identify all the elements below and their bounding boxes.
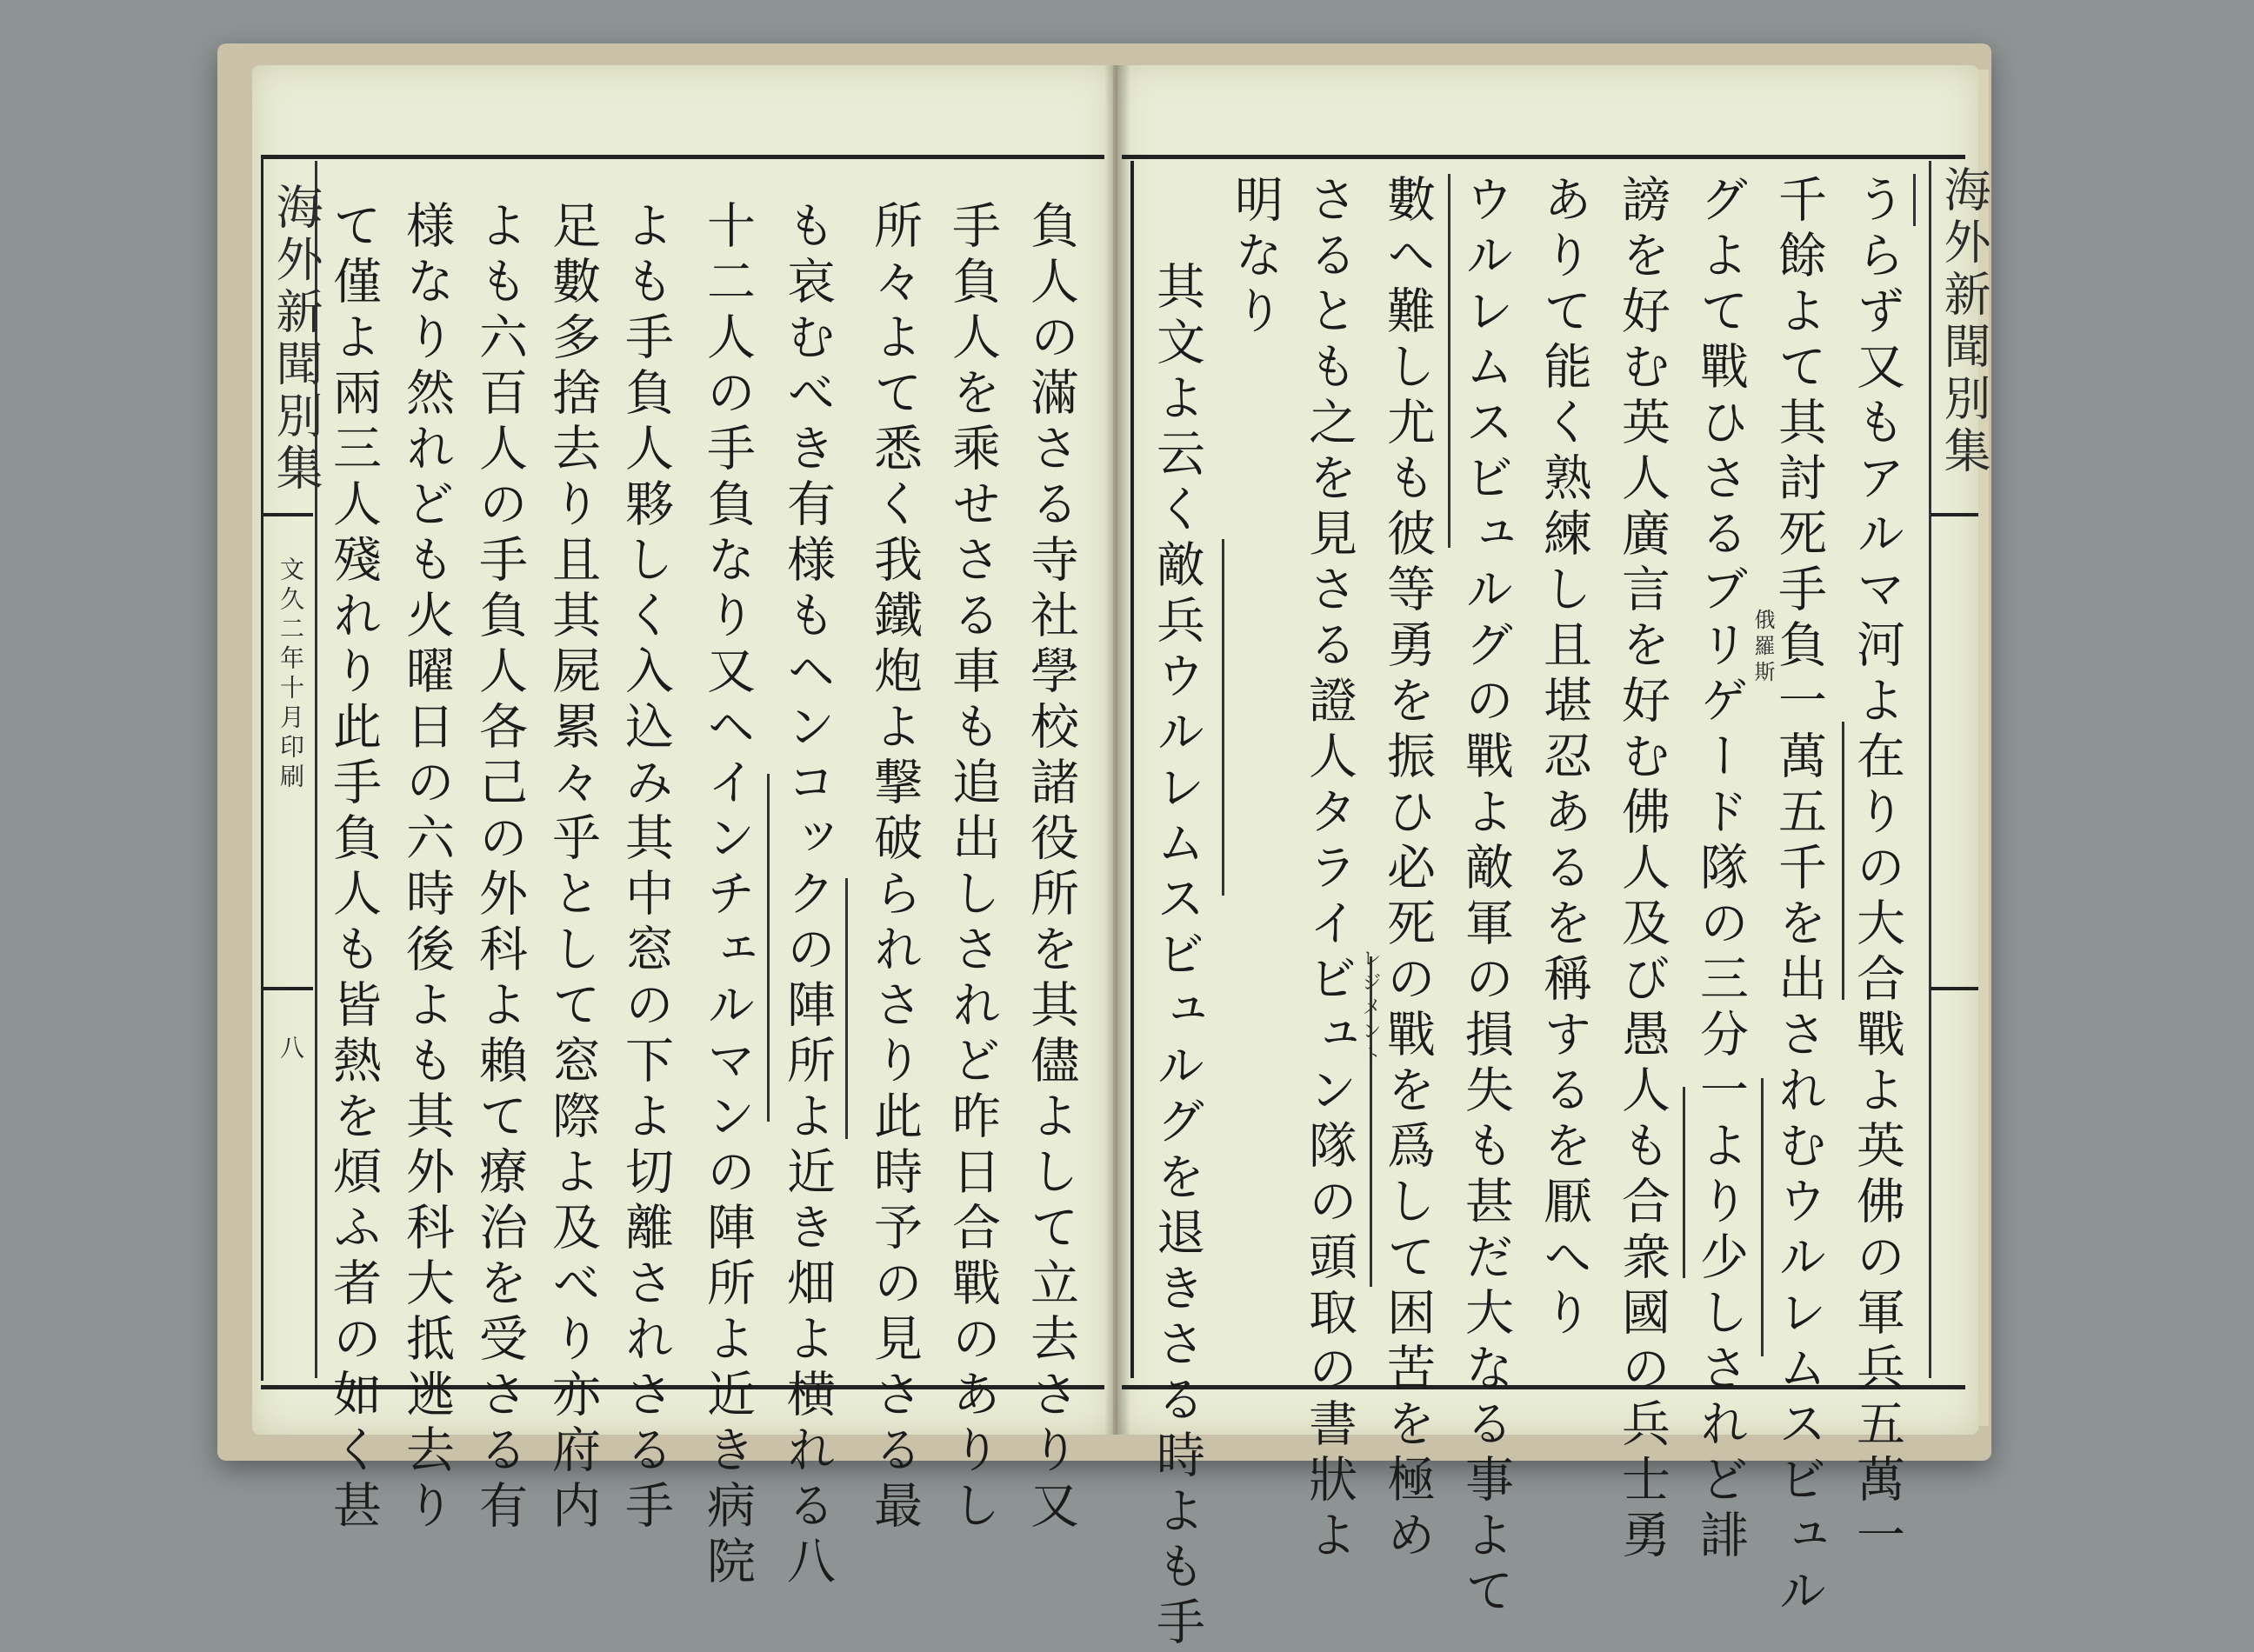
right-column-6: ありて能く熟練し且堪忍あるを稱するを厭へり xyxy=(1536,174,1592,1342)
right-column-7: 謗を好む英人廣言を好む佛人及び愚人も合衆國の兵士勇 xyxy=(1614,174,1670,1565)
right-column-8: グよて戰ひさるブリゲード隊の三分一より少しされど誹 xyxy=(1692,174,1749,1565)
right-column-10: うらず又もアルマ河よ在りの大合戰よ英佛の軍兵五萬一 xyxy=(1849,174,1905,1565)
right-column-5: ウルレムスビュルグの戰よ敵軍の損失も甚だ大なる事よて xyxy=(1457,174,1514,1621)
left-column-1: て僅よ兩三人殘れり此手負人も皆熱を煩ふ者の如く甚 xyxy=(325,200,382,1535)
left-column-10: 負人の滿さる寺社學校諸役所を其儘よして立去さり又 xyxy=(1023,200,1079,1535)
left-margin-divider xyxy=(261,987,313,990)
right-margin-title: 海外新聞別集 xyxy=(1937,165,1991,478)
left-column-4: 足數多捨去り且其屍累々乎として窓際よ及べり亦府内 xyxy=(544,200,601,1535)
right-column-2: 明なり xyxy=(1227,174,1284,341)
right-column-4: 數へ難し尤も彼等勇を振ひ必死の戰を爲して困苦を極め xyxy=(1379,174,1436,1565)
left-column-6: 十二人の手負なり又ヘインチェルマンの陣所よ近き病院 xyxy=(699,200,756,1591)
left-column-9: 手負人を乘せさる車も追出しされど昨日合戰のありし xyxy=(944,200,1001,1535)
right-column-9: 千餘よて其討死手負一萬五千を出されむウルレムスビュル xyxy=(1771,174,1827,1621)
left-column-2: 様なり然れども火曜日の六時後よも其外科大抵逃去り xyxy=(398,200,455,1535)
right-inner-rule xyxy=(1130,161,1134,1378)
right-margin-divider xyxy=(1931,987,1978,990)
left-folio: 八 xyxy=(277,1035,305,1064)
ruby-annotation: 俄羅斯 xyxy=(1751,609,1775,687)
right-column-1: 其文よ云く敵兵ウルレムスビュルグを退きさる時よも手 xyxy=(1149,261,1205,1652)
left-column-5: よも手負人夥しく入込み其中窓の下よ切離されさる手 xyxy=(617,200,674,1535)
ruby-annotation: レジメント xyxy=(1359,948,1381,1069)
left-column-3: よも六百人の手負人各己の外科よ賴て療治を受さる有 xyxy=(471,200,528,1535)
left-margin-date: 文久二年十月印刷 xyxy=(277,556,305,793)
name-mark-line xyxy=(767,774,770,1122)
name-mark-line xyxy=(1842,722,1844,1000)
left-margin-title: 海外新聞別集 xyxy=(269,183,323,496)
name-mark-line xyxy=(1913,174,1916,226)
name-mark-line xyxy=(1761,1078,1764,1356)
left-margin-divider xyxy=(261,513,313,516)
left-column-8: 所々よて悉く我鐵炮よ撃破られさり此時予の見さる最 xyxy=(866,200,923,1535)
right-margin-divider xyxy=(1931,513,1978,516)
name-mark-line xyxy=(1448,174,1450,548)
right-column-3: さるとも之を見さる證人タライビュン隊の頭取の書狀よ xyxy=(1301,174,1357,1565)
name-mark-line xyxy=(1683,1087,1685,1278)
left-column-7: も哀むべき有様もヘンコックの陣所よ近き畑よ横れる八 xyxy=(779,200,836,1591)
name-mark-line xyxy=(845,878,848,1139)
name-mark-line xyxy=(1222,539,1224,896)
